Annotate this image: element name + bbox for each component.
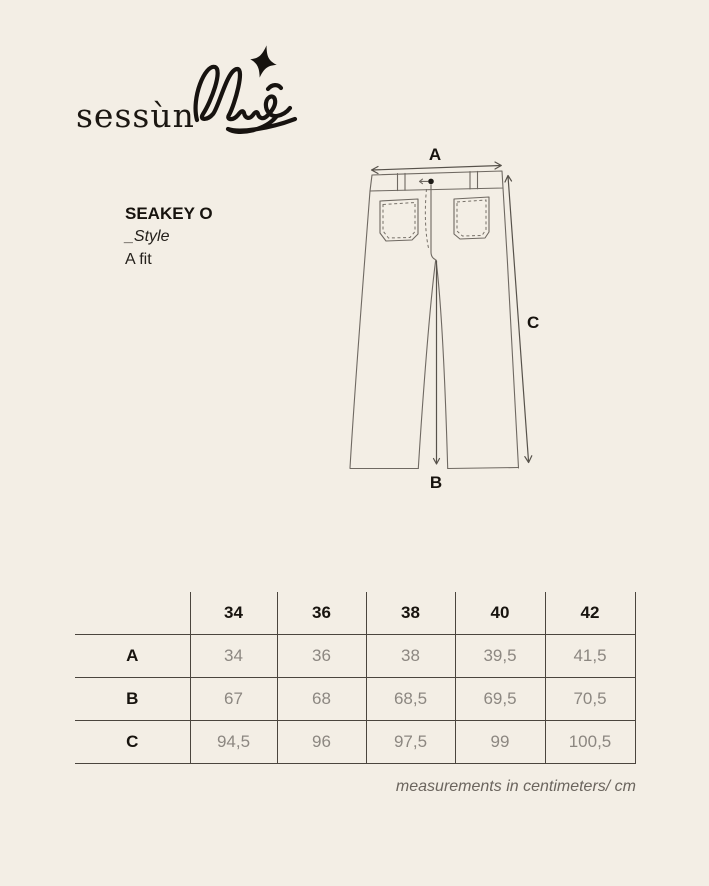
center-front-seam [431, 185, 435, 260]
measure-label-b: B [429, 473, 443, 492]
outseam-arrow [508, 176, 529, 461]
row-label: B [75, 678, 190, 721]
size-header: 42 [545, 592, 635, 635]
patch-pocket-left [380, 199, 418, 241]
table-cell: 94,5 [190, 721, 277, 764]
units-footnote: measurements in centimeters/ cm [395, 778, 636, 795]
belt-loop [470, 171, 478, 189]
table-cell: 68,5 [366, 678, 455, 721]
size-header: 34 [190, 592, 277, 635]
right-inseam [436, 260, 448, 469]
measure-label-a: A [428, 145, 442, 164]
table-cell: 99 [455, 721, 545, 764]
product-info [125, 202, 213, 271]
table-header-row [75, 592, 635, 635]
waistband [370, 171, 503, 191]
right-hem [448, 468, 519, 469]
table-cell: 39,5 [455, 635, 545, 678]
size-header: 36 [277, 592, 366, 635]
measure-label-c: C [527, 313, 540, 332]
buttonhole [420, 179, 429, 184]
table-cell: 96 [277, 721, 366, 764]
table-row [75, 721, 635, 764]
left-outer-seam [350, 191, 370, 468]
sparkle-icon [247, 43, 280, 81]
style-label: _Style [125, 228, 170, 245]
table-cell: 38 [366, 635, 455, 678]
waist-arrow [372, 166, 501, 171]
table-cell: 100,5 [545, 721, 635, 764]
right-outer-seam [503, 188, 519, 468]
size-header: 40 [455, 592, 545, 635]
table-cell: 69,5 [455, 678, 545, 721]
table-cell: 68 [277, 678, 366, 721]
table-corner-cell [75, 592, 190, 635]
table-cell: 34 [190, 635, 277, 678]
table-row [75, 635, 635, 678]
fit-label: A fit [125, 251, 152, 268]
row-label: A [75, 635, 190, 678]
table-cell: 97,5 [366, 721, 455, 764]
waist-button [428, 179, 434, 185]
table-cell: 36 [277, 635, 366, 678]
table-row [75, 678, 635, 721]
size-table [75, 592, 636, 764]
row-label: C [75, 721, 190, 764]
brand-logo [70, 30, 310, 145]
belt-loop [398, 173, 406, 190]
table-cell: 67 [190, 678, 277, 721]
size-header: 38 [366, 592, 455, 635]
table-cell: 41,5 [545, 635, 635, 678]
product-name: SEAKEY O [125, 204, 213, 223]
table-cell: 70,5 [545, 678, 635, 721]
pants-diagram [325, 138, 555, 498]
left-inseam [418, 260, 435, 469]
fly-stitch [425, 189, 429, 250]
logo-brand-text: sessùn [76, 96, 195, 135]
